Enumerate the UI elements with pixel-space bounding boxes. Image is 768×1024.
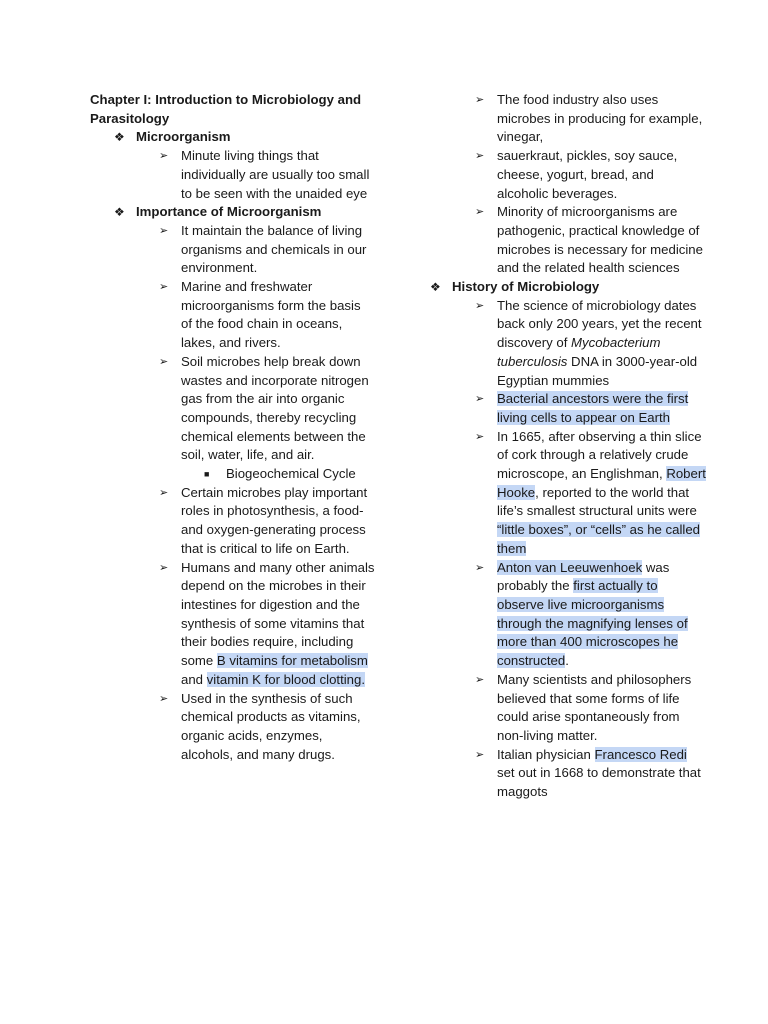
diamond-bullet-icon: ❖ <box>114 130 125 145</box>
list-item: ➢ Humans and many other animals depend on the microbes in their intestines for digestion and the synthesis of some vitamins that their bodies require, including some B vitamins for metabolism and vitamin K for blood clotting. <box>159 559 375 687</box>
sub-list-item: ■ Biogeochemical Cycle <box>90 465 375 484</box>
highlighted-text: Robert Hooke <box>497 466 706 500</box>
list-item: ➢ Used in the synthesis of such chemical products as vitamins, organic acids, enzymes, alcohols, and many drugs. <box>159 690 361 762</box>
list-item <box>428 390 708 427</box>
arrow-bullet-icon: ➢ <box>475 673 485 686</box>
list-item: ➢ Marine and freshwater microorganisms form the basis of the food chain in oceans, lakes, and rivers. <box>159 279 361 351</box>
heading-history: ❖ History of Microbiology <box>428 278 708 297</box>
arrow-bullet-icon: ➢ <box>159 355 169 368</box>
square-bullet-icon: ■ <box>204 469 210 480</box>
arrow-bullet-icon: ➢ <box>475 561 485 574</box>
left-column <box>90 91 375 764</box>
arrow-bullet-icon: ➢ <box>475 94 485 106</box>
arrow-bullet-icon: ➢ <box>475 150 485 163</box>
list-item: ➢ Soil microbes help break down wastes and incorporate nitrogen gas from the air into organic compounds, thereby recycling chemical elements between the soil, water, life, and air. <box>159 353 369 463</box>
highlighted-text: Bacterial ancestors were the first living cells to appear on Earth <box>497 391 689 425</box>
list-item: ➢ Certain microbes play important roles in photosynthesis, a food-and oxygen-generating process that is critical to life on Earth. <box>159 484 368 556</box>
list-item: ➢ Many scientists and philosophers believed that some forms of life could arise spontaneously from non-living matter. <box>475 671 692 743</box>
list-item: ➢ The science of microbiology dates back only 200 years, yet the recent discovery of Mycobacterium tuberculosis DNA in 3000-year-old Egyptian mummies <box>475 297 702 388</box>
list-item: ➢ The food industry also uses microbes in producing for example, vinegar, <box>475 92 703 145</box>
highlighted-text: “little boxes”, or “cells” as he called them <box>497 522 701 556</box>
arrow-bullet-icon: ➢ <box>475 299 485 312</box>
highlighted-text: first actually to observe live microorganisms through the magnifying lenses of more than 400 microscopes he constructed <box>497 578 688 669</box>
list-item: ➢ Minority of microorganisms are pathogenic, practical knowledge of microbes is necessary for medicine and the related health sciences <box>475 204 703 276</box>
highlighted-text: Francesco Redi <box>594 746 687 762</box>
list-item: ➢ Italian physician Francesco Redi set out in 1668 to demonstrate that maggots <box>475 746 701 800</box>
arrow-bullet-icon: ➢ <box>159 150 169 163</box>
diamond-bullet-icon: ❖ <box>430 280 441 295</box>
chapter-title: Chapter I: Introduction to Microbiology and Parasitology <box>90 92 362 126</box>
list-item: ➢ It maintain the balance of living organisms and chemicals in our environment. <box>159 222 367 276</box>
arrow-bullet-icon: ➢ <box>475 393 485 406</box>
arrow-bullet-icon: ➢ <box>159 486 169 499</box>
heading-importance: ❖ Importance of Microorganism <box>90 203 375 222</box>
list-item: ➢ In 1665, after observing a thin slice of cork through a relatively crude microscope, an Englishman, Robert Hooke, reported to the world that life’s smallest structural units were “little boxes”, or “cells” as he called them <box>475 428 706 556</box>
list-item: ➢ Minute living things that individually are usually too small to be seen with the unaided eye <box>159 148 370 201</box>
arrow-bullet-icon: ➢ <box>475 748 485 761</box>
highlighted-text: vitamin K for blood clotting. <box>206 671 365 687</box>
list-item: ➢ sauerkraut, pickles, soy sauce, cheese, yogurt, bread, and alcoholic beverages. <box>475 148 678 201</box>
arrow-bullet-icon: ➢ <box>159 561 169 574</box>
arrow-bullet-icon: ➢ <box>475 430 485 443</box>
highlighted-text: Anton van Leeuwenhoek <box>497 559 643 575</box>
arrow-bullet-icon: ➢ <box>159 281 169 294</box>
right-column <box>428 91 708 802</box>
highlighted-text: B vitamins for metabolism <box>216 653 368 669</box>
list-item: ➢ Anton van Leeuwenhoek was probably the first actually to observe live microorganisms through the magnifying lenses of more than 400 microscopes he constructed. <box>475 559 688 669</box>
heading-microorganism: ❖ Microorganism <box>90 128 375 147</box>
diamond-bullet-icon: ❖ <box>114 205 125 220</box>
arrow-bullet-icon: ➢ <box>475 206 485 219</box>
arrow-bullet-icon: ➢ <box>159 224 169 237</box>
arrow-bullet-icon: ➢ <box>159 692 169 705</box>
